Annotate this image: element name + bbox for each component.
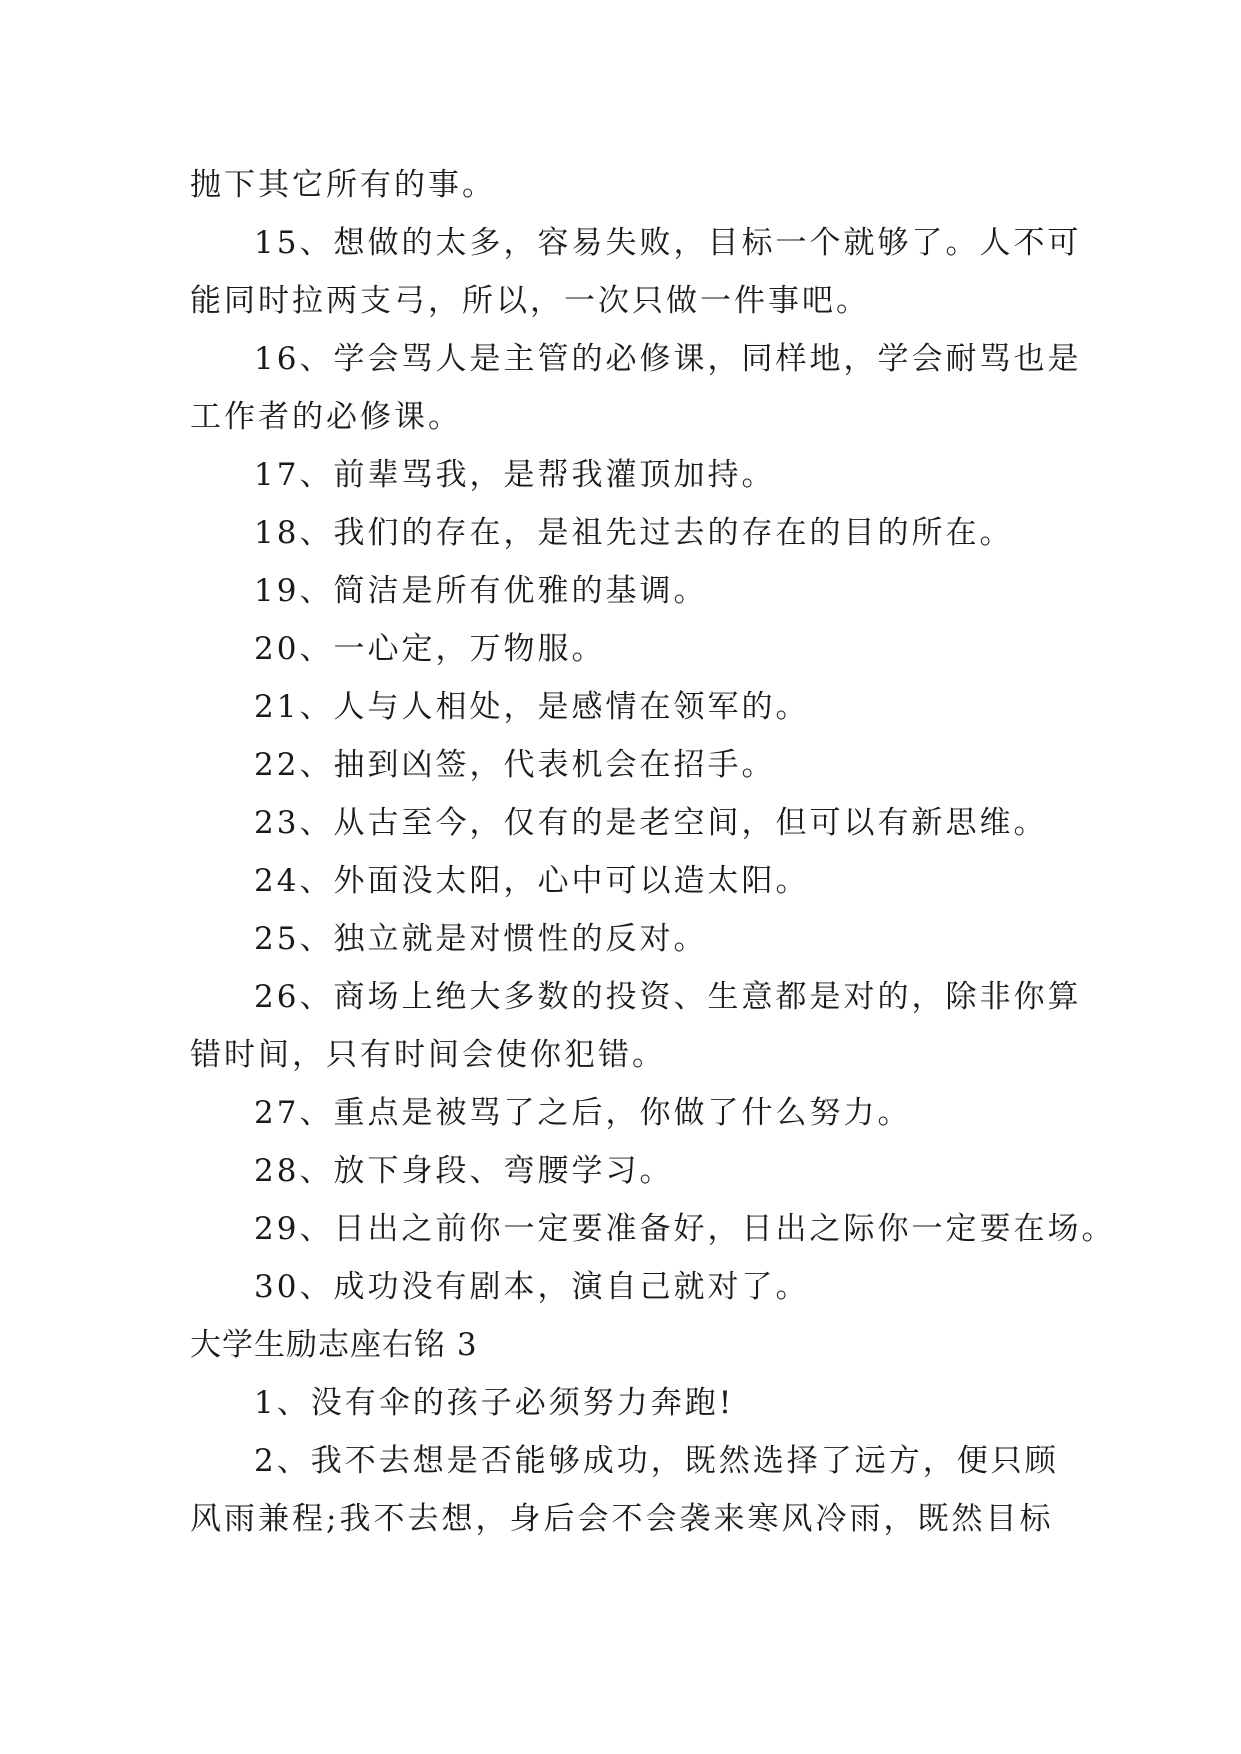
quote-20: 20、一心定，万物服。 [254, 631, 606, 667]
quote-30: 30、成功没有剧本，演自己就对了。 [254, 1269, 810, 1305]
quote-19: 19、简洁是所有优雅的基调。 [254, 573, 708, 609]
section-heading: 大学生励志座右铭 3 [190, 1327, 478, 1363]
quote-15: 15、想做的太多，容易失败，目标一个就够了。人不可 [254, 225, 1082, 261]
quote-22: 22、抽到凶签，代表机会在招手。 [254, 747, 776, 783]
quote-2: 2、我不去想是否能够成功，既然选择了远方，便只顾 [254, 1443, 1059, 1479]
quote-26-continued: 错时间，只有时间会使你犯错。 [190, 1037, 666, 1073]
quote-28: 28、放下身段、弯腰学习。 [254, 1153, 674, 1189]
quote-25: 25、独立就是对惯性的反对。 [254, 921, 708, 957]
quote-23: 23、从古至今，仅有的是老空间，但可以有新思维。 [254, 805, 1048, 841]
quote-17: 17、前辈骂我，是帮我灌顶加持。 [254, 457, 776, 493]
quote-21: 21、人与人相处，是感情在领军的。 [254, 689, 810, 725]
quote-26: 26、商场上绝大多数的投资、生意都是对的，除非你算 [254, 979, 1082, 1015]
quote-1: 1、没有伞的孩子必须努力奔跑! [254, 1385, 735, 1421]
quote-24: 24、外面没太阳，心中可以造太阳。 [254, 863, 810, 899]
quote-27: 27、重点是被骂了之后，你做了什么努力。 [254, 1095, 912, 1131]
quote-16: 16、学会骂人是主管的必修课，同样地，学会耐骂也是 [254, 341, 1082, 377]
quote-16-continued: 工作者的必修课。 [190, 399, 462, 435]
quote-2-continued: 风雨兼程;我不去想，身后会不会袭来寒风冷雨，既然目标 [190, 1501, 1054, 1537]
quote-18: 18、我们的存在，是祖先过去的存在的目的所在。 [254, 515, 1014, 551]
quote-15-continued: 能同时拉两支弓，所以，一次只做一件事吧。 [190, 283, 870, 319]
document-body [190, 156, 1116, 1548]
text-line: 抛下其它所有的事。 [190, 167, 496, 203]
quote-29: 29、日出之前你一定要准备好，日出之际你一定要在场。 [254, 1211, 1116, 1247]
